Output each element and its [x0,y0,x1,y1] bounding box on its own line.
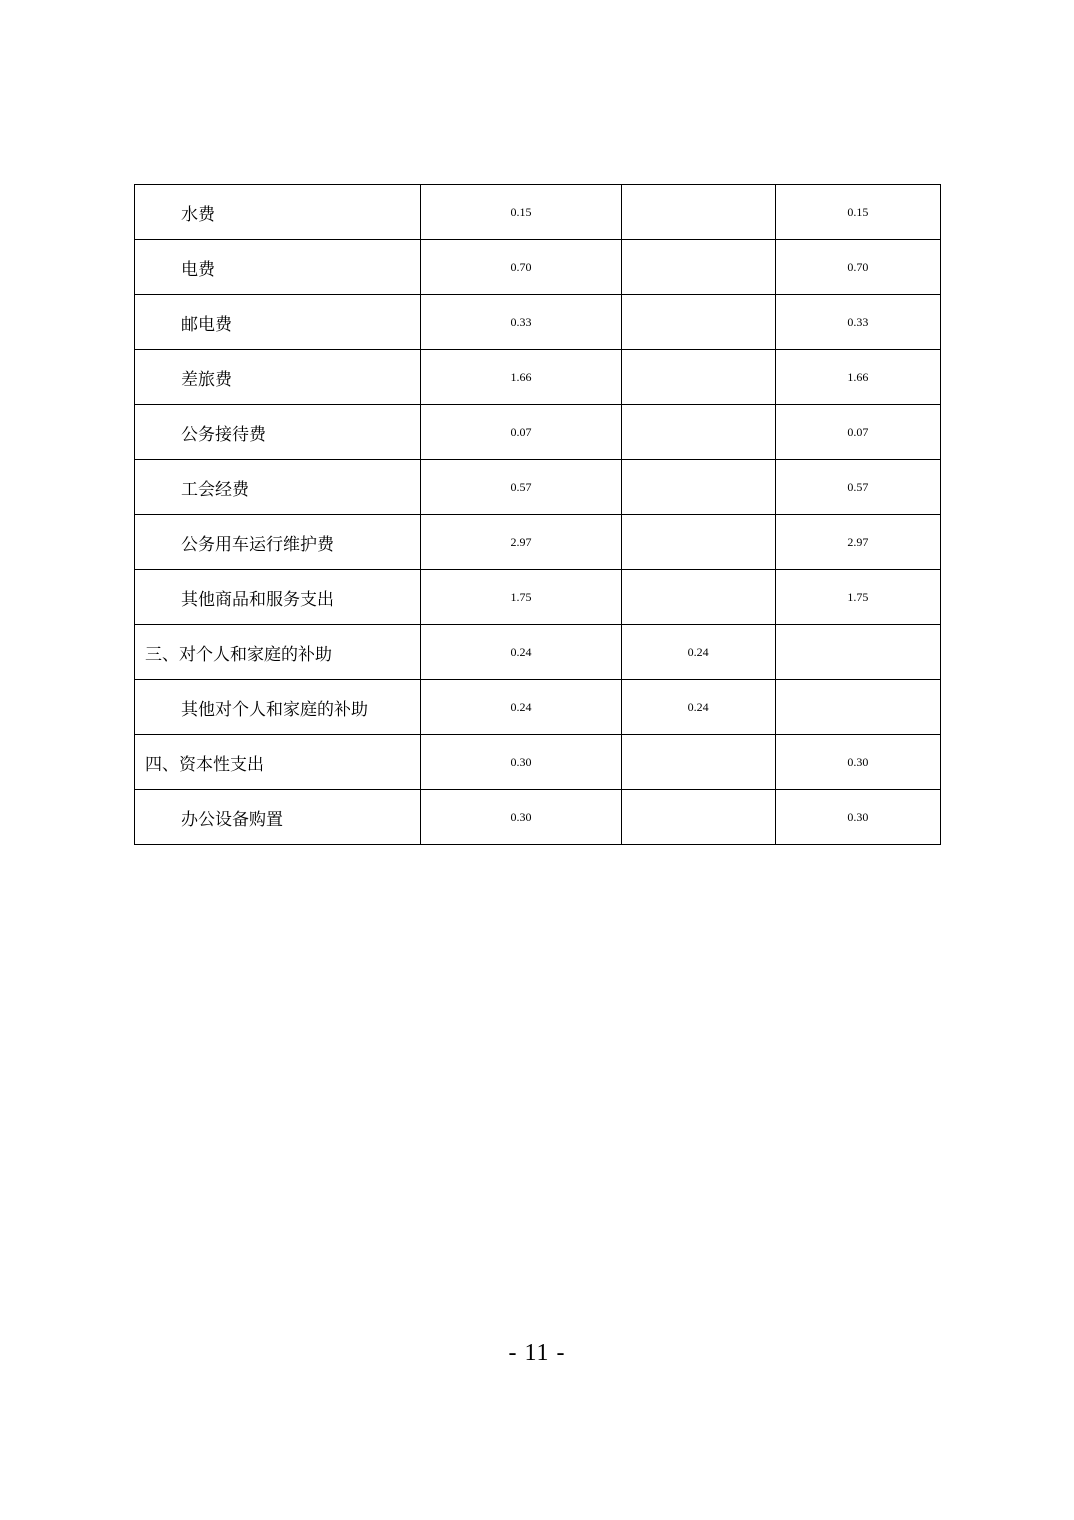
row-item-name: 办公设备购置 [135,790,421,845]
row-item-name: 水费 [135,185,421,240]
table-row [135,515,941,570]
total-amount-cell: 0.70 [421,240,621,295]
basic-expenditure-cell [621,735,775,790]
project-expenditure-cell [775,680,940,735]
project-expenditure-cell: 2.97 [775,515,940,570]
project-expenditure-cell: 1.75 [775,570,940,625]
table-row [135,240,941,295]
table-row [135,185,941,240]
project-expenditure-cell: 1.66 [775,350,940,405]
total-amount-cell: 1.75 [421,570,621,625]
row-item-name: 公务接待费 [135,405,421,460]
project-expenditure-cell: 0.30 [775,790,940,845]
project-expenditure-cell: 0.57 [775,460,940,515]
row-item-name: 电费 [135,240,421,295]
basic-expenditure-cell [621,350,775,405]
total-amount-cell: 0.57 [421,460,621,515]
table-row [135,460,941,515]
total-amount-cell: 0.07 [421,405,621,460]
row-item-name: 其他商品和服务支出 [135,570,421,625]
basic-expenditure-cell [621,240,775,295]
total-amount-cell: 2.97 [421,515,621,570]
basic-expenditure-cell: 0.24 [621,625,775,680]
table-row [135,790,941,845]
project-expenditure-cell: 0.70 [775,240,940,295]
row-item-name: 公务用车运行维护费 [135,515,421,570]
table-row [135,625,941,680]
basic-expenditure-cell [621,790,775,845]
row-item-name: 三、对个人和家庭的补助 [135,625,421,680]
row-item-name: 其他对个人和家庭的补助 [135,680,421,735]
total-amount-cell: 0.33 [421,295,621,350]
total-amount-cell: 1.66 [421,350,621,405]
basic-expenditure-cell [621,185,775,240]
row-item-name: 邮电费 [135,295,421,350]
page-number: - 11 - [508,1340,566,1366]
project-expenditure-cell: 0.33 [775,295,940,350]
basic-expenditure-cell [621,460,775,515]
row-item-name: 差旅费 [135,350,421,405]
row-item-name: 工会经费 [135,460,421,515]
basic-expenditure-cell [621,515,775,570]
total-amount-cell: 0.30 [421,735,621,790]
table-row [135,405,941,460]
total-amount-cell: 0.30 [421,790,621,845]
project-expenditure-cell: 0.15 [775,185,940,240]
total-amount-cell: 0.24 [421,625,621,680]
table-row [135,680,941,735]
total-amount-cell: 0.24 [421,680,621,735]
project-expenditure-cell: 0.30 [775,735,940,790]
basic-expenditure-cell [621,405,775,460]
basic-expenditure-cell: 0.24 [621,680,775,735]
project-expenditure-cell: 0.07 [775,405,940,460]
table-row [135,350,941,405]
row-item-name: 四、资本性支出 [135,735,421,790]
table-body [135,185,941,845]
budget-table [134,184,941,845]
project-expenditure-cell [775,625,940,680]
basic-expenditure-cell [621,570,775,625]
total-amount-cell: 0.15 [421,185,621,240]
basic-expenditure-cell [621,295,775,350]
table-row [135,735,941,790]
table-row [135,295,941,350]
table-row [135,570,941,625]
